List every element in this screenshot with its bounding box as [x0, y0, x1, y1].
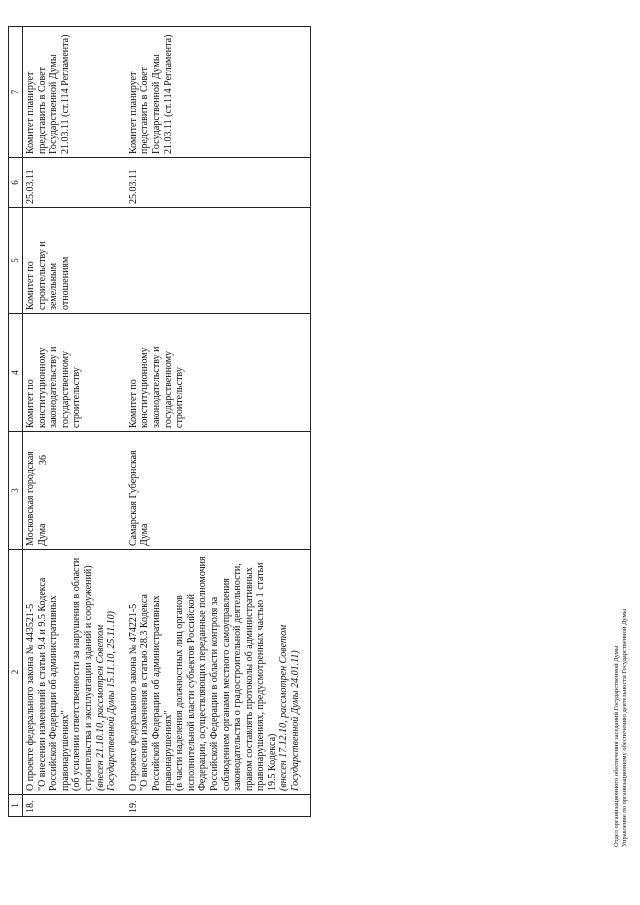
- footer-line-1: Отдел организационного обеспечения заседаний Государственной Думы: [613, 645, 620, 847]
- bills-table: [8, 26, 311, 817]
- bill-quote: "О внесении изменения в статью 28.3 Кодекса Российской Федерации об административных правонарушениях": [139, 594, 174, 791]
- bill-note: (внесен 17.12.10, рассмотрен Советом Государственной Думы 24.01.11): [278, 624, 302, 791]
- lead-committee: Комитет по конституционному законодательству и государственному строительству: [126, 314, 310, 432]
- lead-committee: Комитет по конституционному законодательству и государственному строительству: [23, 314, 126, 432]
- date: 25.03.11: [126, 158, 310, 208]
- page-number: 36: [38, 455, 49, 465]
- bill-title: О проекте федерального закона № 443521-5: [25, 603, 36, 791]
- column-header-6: 6: [9, 158, 23, 208]
- bill-detail: (об усилении ответственности за нарушения в области строительства и эксплуатации зданий и сооружений): [71, 557, 94, 791]
- co-committee: Комитет по строительству и земельным отношениям: [23, 208, 126, 314]
- row-number: 19.: [126, 795, 310, 817]
- header-row: [9, 27, 23, 817]
- plan: Комитет планирует представить в Совет Государственной Думы 21.03.11 (ст.114 Регламента): [23, 27, 126, 158]
- table-row: [23, 27, 126, 817]
- bill-quote: "О внесении изменений в статьи 9.4 и 9.5 Кодекса Российской Федерации об административных правонарушениях": [36, 577, 71, 791]
- footer-line-2: Управление по организационному обеспечению деятельности Государственной Думы: [621, 608, 628, 847]
- initiator: Самарская Губернская Дума: [126, 432, 310, 550]
- column-header-1: 1: [9, 795, 23, 817]
- bill-detail: (в части наделения должностных лиц органов исполнительной власти субъектов Российской Федерации, осуществляющих переданные полномочия Российской Федерации в области контроля за соблюдением органами местного самоуправления законодательства о градостроительной деятельности, правом составлять протоколы об административных правонарушениях, предусмотренных частью 1 статьи 19.5 Кодекса): [174, 556, 278, 791]
- column-header-2: 2: [9, 550, 23, 795]
- bill-cell: [126, 550, 310, 795]
- bill-note: (внесен 21.10.10, рассмотрен Советом Государственной Думы 15.11.10, 25.11.10): [94, 611, 118, 791]
- plan: Комитет планирует представить в Совет Государственной Думы 21.03.11 (ст.114 Регламента): [126, 27, 310, 158]
- co-committee: [126, 208, 310, 314]
- bill-title: О проекте федерального закона № 474221-5: [127, 603, 139, 791]
- bill-cell: [23, 550, 126, 795]
- column-header-3: 3: [9, 432, 23, 550]
- initiator: Московская городская Дума: [23, 432, 126, 550]
- column-header-7: 7: [9, 27, 23, 158]
- table-row: [126, 27, 310, 817]
- column-header-5: 5: [9, 208, 23, 314]
- column-header-4: 4: [9, 314, 23, 432]
- date: 25.03.11: [23, 158, 126, 208]
- footer: [613, 609, 629, 847]
- row-number: 18.: [23, 795, 126, 817]
